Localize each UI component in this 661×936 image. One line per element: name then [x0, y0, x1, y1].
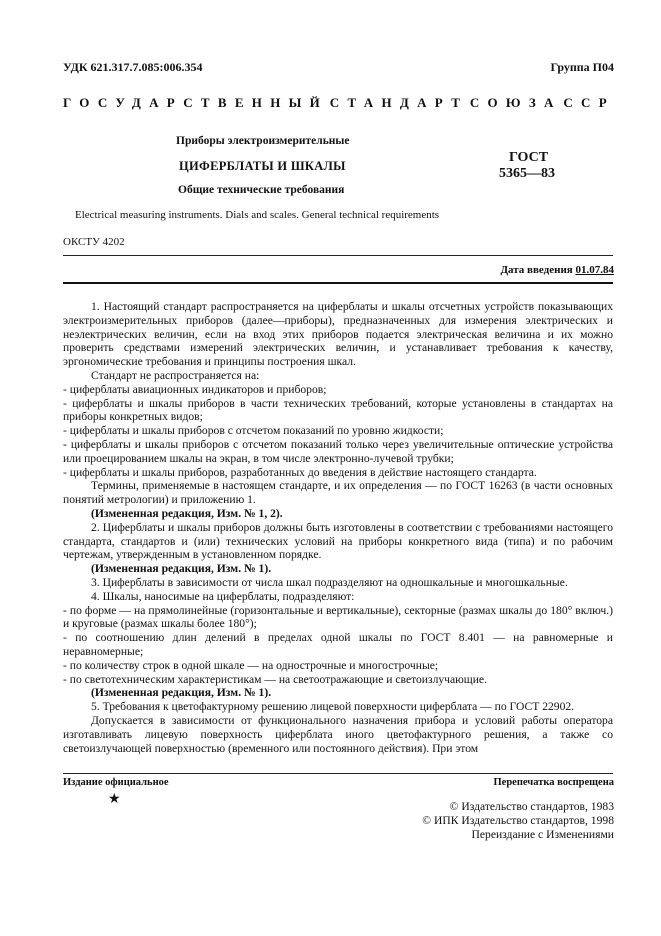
amendment-note: (Измененная редакция, Изм. № 1).	[91, 562, 272, 576]
copyright-1983: © Издательство стандартов, 1983	[449, 800, 614, 813]
divider	[63, 255, 613, 256]
standard-body	[63, 300, 613, 755]
intro-date-label: Дата введения	[500, 264, 573, 276]
list-item: - циферблаты и шкалы приборов в части технических требований, которые установлены в стандартах на приборы конкретных видов;	[63, 396, 613, 424]
list-item: - циферблаты и шкалы приборов, разработанных до введения в действие настоящего стандарта.	[63, 465, 537, 479]
gost-label: ГОСТ	[509, 150, 549, 165]
amendment-note: (Измененная редакция, Изм. № 1, 2).	[91, 506, 283, 520]
paragraph: Стандарт не распространяется на:	[91, 368, 260, 382]
copyright-block	[422, 800, 614, 842]
copyright-1998: © ИПК Издательство стандартов, 1998	[422, 814, 614, 827]
official-edition: Издание официальное	[63, 777, 169, 788]
instrument-category: Приборы электроизмерительные	[176, 135, 350, 147]
paragraph: 3. Циферблаты в зависимости от числа шкал подразделяют на одношкальные и многошкальные.	[91, 575, 568, 589]
banner-word: ГОСУДАРСТВЕННЫЙ	[63, 95, 329, 110]
gost-number: 5365—83	[499, 166, 555, 181]
okstu-code: ОКСТУ 4202	[63, 236, 125, 248]
list-item: - по форме — на прямолинейные (горизонтальные и вертикальные), секторные (размах шкалы до 180° включ.) и круговые (размах шкалы более 180°);	[63, 603, 613, 631]
paragraph: 1. Настоящий стандарт распространяется на циферблаты и шкалы отсчетных устройств показывающих электроизмерительных приборов (далее—приборы), предназначенных для измерения электрических и неэлектрических величин, если на вход этих приборов подается электрическая величина и их можно проверить средствами измерений электрических величин, и устанавливает требования к качеству, эргономические требования и принципы построения шкал.	[63, 300, 613, 369]
banner-word: СОЮЗА	[469, 95, 562, 110]
reprint-prohibited: Перепечатка воспрещена	[493, 777, 614, 788]
divider	[63, 282, 613, 284]
amendment-note: (Измененная редакция, Изм. № 1).	[91, 686, 272, 700]
intro-date	[500, 264, 614, 276]
banner-word: СТАНДАРТ	[329, 95, 469, 110]
list-item: - по количеству строк в одной шкале — на однострочные и многострочные;	[63, 658, 439, 672]
document-subtitle: Общие технические требования	[178, 184, 345, 196]
reissue-note: Переиздание с Изменениями	[471, 828, 614, 841]
paragraph: 4. Шкалы, наносимые на циферблаты, подразделяют:	[91, 589, 355, 603]
udk-code: УДК 621.317.7.085:006.354	[63, 60, 203, 74]
banner-word: ССР	[563, 95, 615, 110]
star-icon: ★	[108, 792, 121, 807]
document-title: ЦИФЕРБЛАТЫ И ШКАЛЫ	[179, 159, 346, 173]
paragraph: 2. Циферблаты и шкалы приборов должны быть изготовлены в соответствии с требованиями настоящего стандарта, стандартов и (или) технических условий на приборы конкретного вида (типа) и по рабочим чертежам, утвержденным в установленном порядке.	[63, 520, 613, 562]
list-item: - циферблаты и шкалы приборов с отсчетом показаний только через увеличительные оптические устройства или проецированием шкалы на экран, в том числе электронно-лучевой трубки;	[63, 437, 613, 465]
list-item: - по соотношению длин делений в пределах одной шкалы по ГОСТ 8.401 — на равномерные и неравномерные;	[63, 631, 613, 658]
state-standard-banner	[63, 95, 615, 111]
intro-date-value: 01.07.84	[575, 264, 614, 276]
paragraph: 5. Требования к цветофактурному решению лицевой поверхности циферблата — по ГОСТ 22902.	[91, 700, 575, 714]
group-code: Группа П04	[550, 60, 614, 74]
paragraph: Термины, применяемые в настоящем стандарте, и их определения — по ГОСТ 16263 (в части основных понятий метрологии) и приложению 1.	[63, 479, 613, 507]
list-item: - по светотехническим характеристикам — на светоотражающие и светоизлучающие.	[63, 672, 487, 686]
paragraph: Допускается в зависимости от функционального назначения прибора и условий работы оператора изготавливать лицевую поверхность циферблата иного цветофактурного решения, а также со светоизлучающей поверхностью (временного или постоянного действия). При этом	[63, 713, 613, 755]
divider	[63, 773, 613, 774]
list-item: - циферблаты и шкалы приборов с отсчетом показаний по уровню жидкости;	[63, 424, 444, 438]
list-item: - циферблаты авиационных индикаторов и приборов;	[63, 382, 327, 396]
english-title: Electrical measuring instruments. Dials and scales. General technical requirements	[75, 209, 440, 221]
